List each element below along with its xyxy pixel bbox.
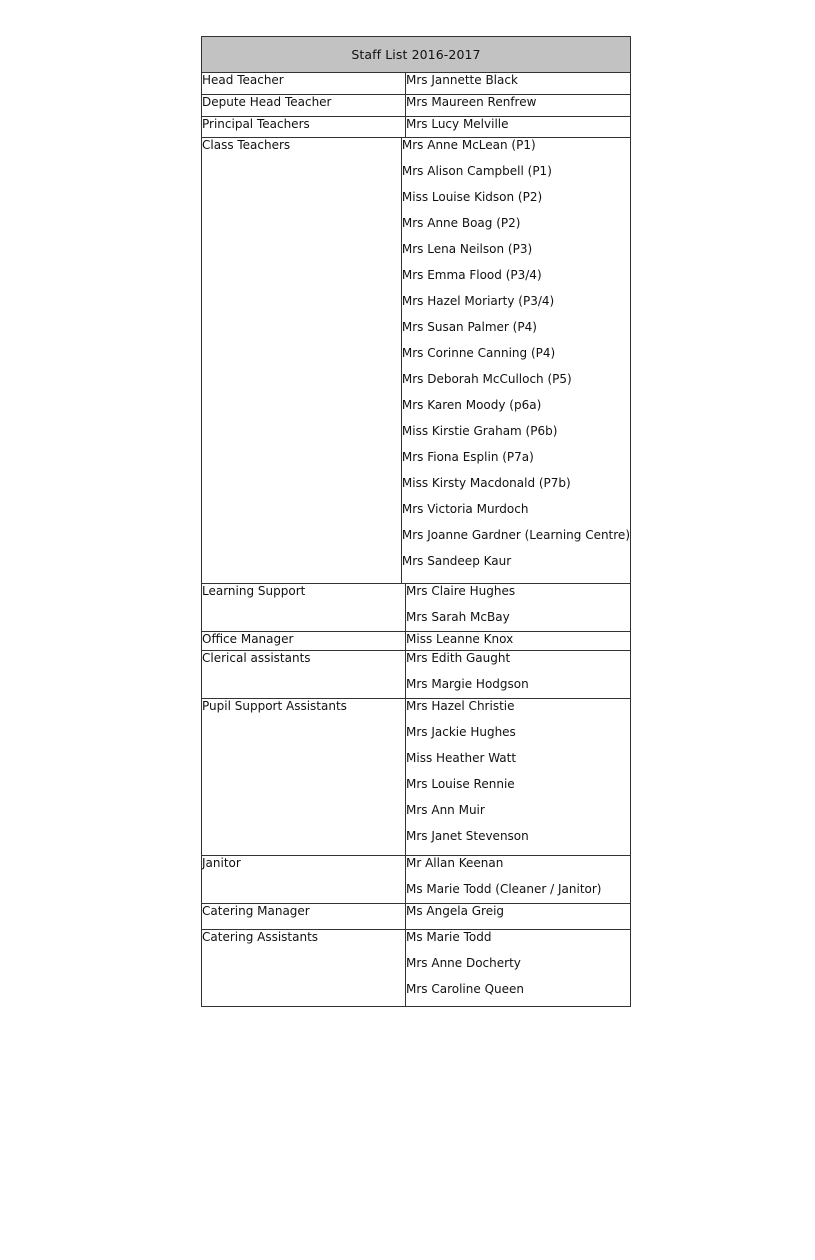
staff-name: Miss Leanne Knox xyxy=(406,632,514,646)
role-label: Janitor xyxy=(202,856,406,903)
table-row xyxy=(202,855,630,903)
table-row xyxy=(202,137,630,583)
staff-name: Mrs Alison Campbell (P1) xyxy=(401,164,552,178)
role-label: Office Manager xyxy=(202,632,406,650)
staff-name: Mrs Ann Muir xyxy=(406,803,485,817)
role-label: Catering Assistants xyxy=(202,930,406,1006)
role-label: Principal Teachers xyxy=(202,117,406,137)
staff-name: Mrs Louise Rennie xyxy=(406,777,515,791)
table-row xyxy=(202,631,630,650)
staff-name: Miss Heather Watt xyxy=(406,751,517,765)
staff-name: Mrs Sarah McBay xyxy=(406,610,510,624)
table-row xyxy=(202,698,630,855)
table-row xyxy=(202,94,630,116)
staff-name: Mrs Hazel Christie xyxy=(406,699,515,713)
staff-name: Mrs Lucy Melville xyxy=(406,117,509,131)
staff-names xyxy=(406,584,630,631)
staff-names xyxy=(406,73,630,94)
table-row xyxy=(202,650,630,698)
staff-name: Mrs Hazel Moriarty (P3/4) xyxy=(401,294,555,308)
staff-name: Mrs Janet Stevenson xyxy=(406,829,529,843)
staff-name: Mrs Emma Flood (P3/4) xyxy=(401,268,542,282)
staff-name: Miss Louise Kidson (P2) xyxy=(401,190,543,204)
staff-name: Mrs Jackie Hughes xyxy=(406,725,516,739)
role-label: Clerical assistants xyxy=(202,651,406,698)
staff-name: Mrs Joanne Gardner (Learning Centre) xyxy=(401,528,630,542)
staff-name: Mrs Corinne Canning (P4) xyxy=(401,346,556,360)
role-label: Pupil Support Assistants xyxy=(202,699,406,855)
staff-names xyxy=(406,699,630,855)
table-row xyxy=(202,116,630,137)
staff-name: Mrs Edith Gaught xyxy=(406,651,511,665)
staff-name: Mrs Victoria Murdoch xyxy=(401,502,529,516)
staff-name: Mrs Maureen Renfrew xyxy=(406,95,537,109)
staff-names xyxy=(406,904,630,929)
staff-names xyxy=(406,95,630,116)
staff-name: Mrs Anne Boag (P2) xyxy=(401,216,521,230)
staff-name: Mrs Sandeep Kaur xyxy=(401,554,512,568)
staff-name: Mrs Claire Hughes xyxy=(406,584,516,598)
role-label: Class Teachers xyxy=(202,138,402,583)
staff-name: Ms Marie Todd (Cleaner / Janitor) xyxy=(406,882,602,896)
staff-name: Mrs Anne Docherty xyxy=(406,956,521,970)
staff-name: Mrs Fiona Esplin (P7a) xyxy=(401,450,534,464)
staff-name: Mrs Deborah McCulloch (P5) xyxy=(401,372,572,386)
staff-name: Mr Allan Keenan xyxy=(406,856,504,870)
staff-name: Ms Angela Greig xyxy=(406,904,505,918)
staff-names xyxy=(406,856,630,903)
table-body xyxy=(202,73,630,1006)
staff-name: Mrs Lena Neilson (P3) xyxy=(401,242,533,256)
staff-name: Mrs Margie Hodgson xyxy=(406,677,529,691)
staff-name: Mrs Susan Palmer (P4) xyxy=(401,320,537,334)
staff-names xyxy=(406,651,630,698)
staff-names xyxy=(406,930,630,1006)
role-label: Learning Support xyxy=(202,584,406,631)
role-label: Head Teacher xyxy=(202,73,406,94)
staff-list-table xyxy=(201,36,631,1007)
staff-names xyxy=(402,138,630,583)
staff-names xyxy=(406,117,630,137)
staff-name: Miss Kirsty Macdonald (P7b) xyxy=(401,476,571,490)
table-row xyxy=(202,583,630,631)
staff-name: Mrs Caroline Queen xyxy=(406,982,524,996)
role-label: Catering Manager xyxy=(202,904,406,929)
table-row xyxy=(202,73,630,94)
table-row xyxy=(202,929,630,1006)
table-title: Staff List 2016-2017 xyxy=(202,37,630,73)
staff-name: Mrs Karen Moody (p6a) xyxy=(401,398,542,412)
staff-names xyxy=(406,632,630,650)
role-label: Depute Head Teacher xyxy=(202,95,406,116)
table-row xyxy=(202,903,630,929)
staff-name: Mrs Jannette Black xyxy=(406,73,518,87)
staff-name: Miss Kirstie Graham (P6b) xyxy=(401,424,558,438)
staff-name: Mrs Anne McLean (P1) xyxy=(401,138,536,152)
staff-name: Ms Marie Todd xyxy=(406,930,492,944)
